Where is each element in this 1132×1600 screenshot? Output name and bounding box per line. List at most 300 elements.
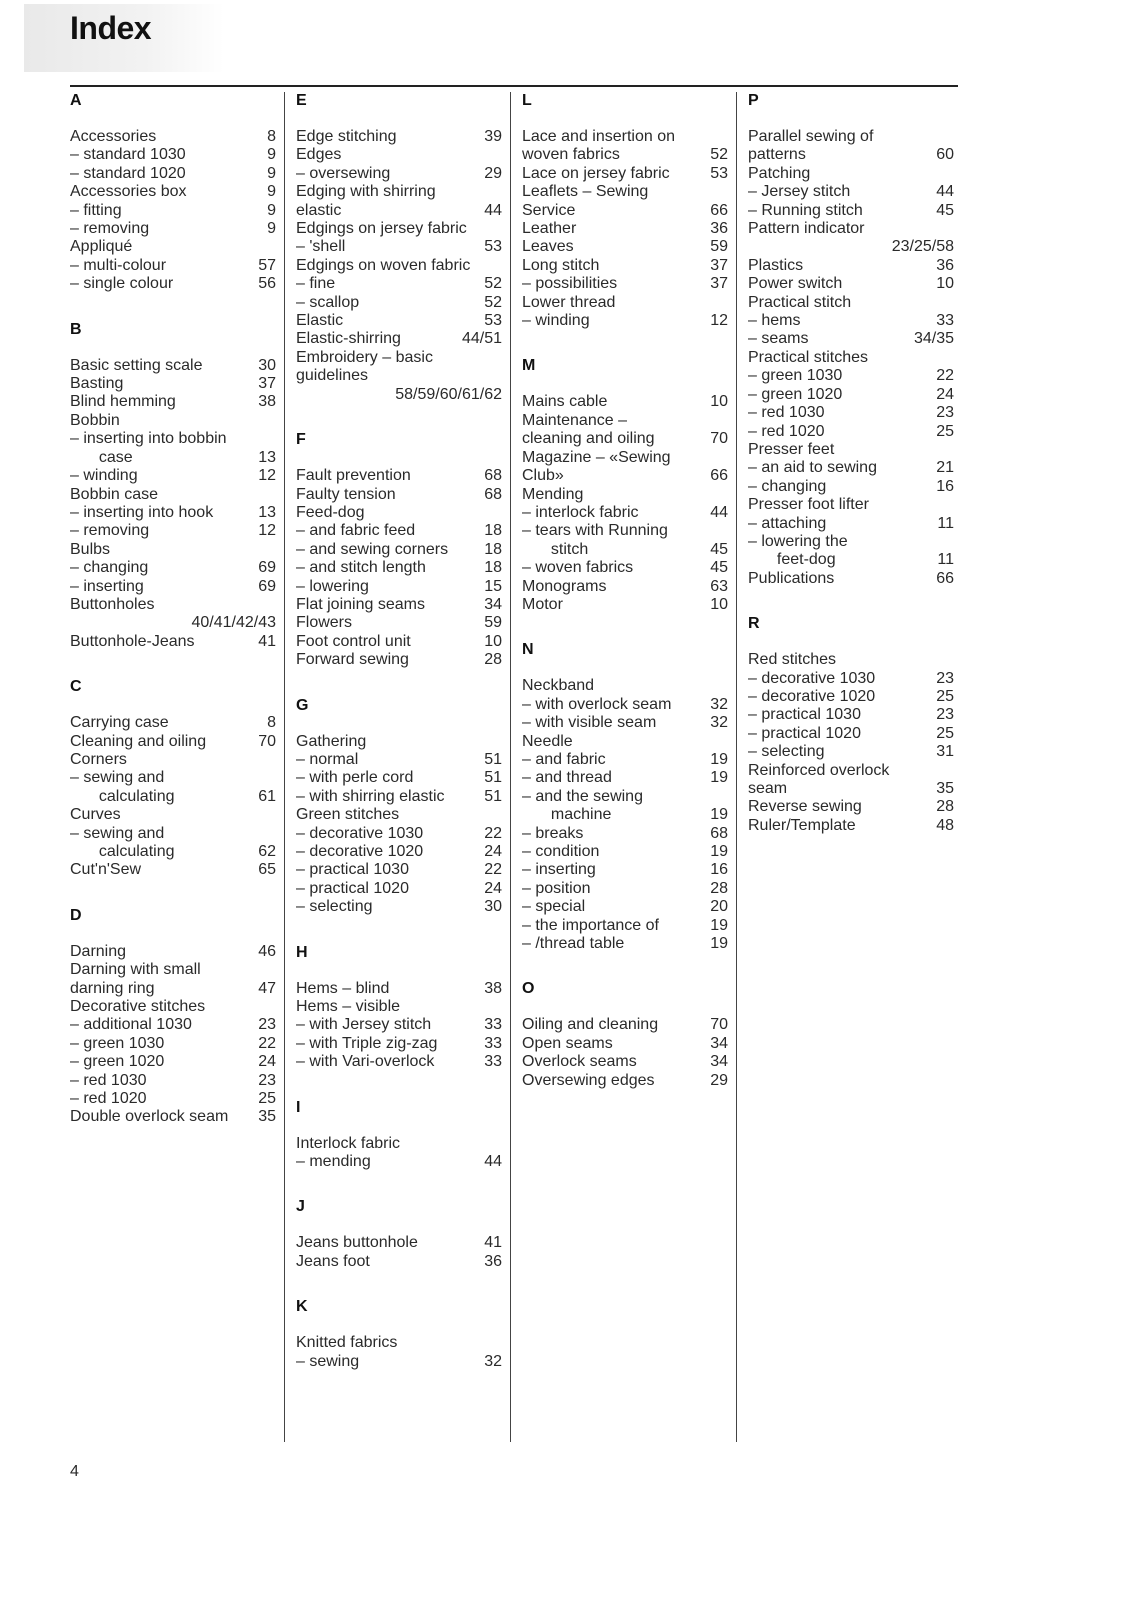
entry-pages: 8 (267, 128, 276, 145)
index-entry (296, 769, 502, 787)
entry-term: – with overlock seam (522, 695, 672, 713)
section-letter: C (70, 678, 82, 696)
entry-pages: 53 (484, 238, 502, 256)
entry-term: Elastic (296, 312, 344, 330)
entry-pages: 23/25/58 (891, 238, 954, 256)
index-entry (70, 522, 276, 540)
entry-term: Needle (522, 732, 573, 750)
entry-pages: 18 (484, 540, 502, 558)
index-entry (70, 220, 276, 238)
index-section (70, 678, 276, 880)
entry-term: – additional 1030 (70, 1016, 192, 1034)
index-entry (296, 998, 502, 1016)
entry-term: Edging with shirring elastic (296, 183, 436, 219)
entry-pages: 10 (936, 275, 954, 293)
entry-term: – and sewing corners (296, 540, 449, 558)
index-entry (748, 651, 954, 669)
entry-pages: 46 (258, 942, 276, 960)
entry-term: – green 1030 (748, 367, 843, 385)
index-section (70, 907, 276, 1127)
index-entry (748, 688, 954, 706)
entry-term: Basic setting scale (70, 356, 203, 374)
entry-term: – possibilities (522, 275, 618, 293)
index-entry (296, 788, 502, 806)
entry-pages: 24 (484, 879, 502, 897)
entry-term: Buttonhole-Jeans (70, 632, 195, 650)
entry-term: Buttonholes (70, 595, 155, 613)
index-entry (70, 1108, 276, 1126)
index-entry (296, 541, 502, 559)
index-entry (70, 769, 276, 806)
index-entry (296, 294, 502, 312)
entry-term: – winding (522, 312, 590, 330)
entry-pages: 68 (484, 467, 502, 485)
entry-pages: 68 (710, 824, 728, 842)
entry-term: Blind hemming (70, 393, 176, 411)
index-entry (522, 880, 728, 898)
index-entry (296, 614, 502, 632)
index-entry (522, 825, 728, 843)
index-section (70, 92, 276, 294)
index-entry (296, 238, 502, 256)
entry-term: Magazine – «Sewing Club» (522, 448, 671, 485)
entry-term: Elastic-shirring (296, 330, 401, 348)
index-entry (70, 1072, 276, 1090)
entry-term: – decorative 1030 (296, 824, 424, 842)
index-entry (70, 504, 276, 522)
entry-term: Gathering (296, 732, 367, 750)
entry-term: Appliqué (70, 238, 133, 256)
index-entry (70, 165, 276, 183)
entry-term: Flowers (296, 614, 353, 632)
entry-pages: 44 (710, 503, 728, 521)
entry-pages: 66 (936, 569, 954, 587)
index-entry (748, 496, 954, 514)
entry-pages: 30 (258, 356, 276, 374)
index-entry (296, 220, 502, 238)
entry-term: – removing (70, 220, 150, 238)
entry-pages: 65 (258, 861, 276, 879)
entry-term: Oversewing edges (522, 1071, 655, 1089)
section-letter: R (748, 615, 760, 633)
entry-pages: 24 (484, 843, 502, 860)
entry-term: – attaching (748, 514, 827, 532)
index-section (748, 615, 954, 835)
entry-pages: 30 (484, 898, 502, 916)
entry-term: Publications (748, 569, 835, 587)
entry-pages: 23 (936, 669, 954, 687)
entry-term: – multi-colour (70, 256, 167, 274)
index-entry (522, 238, 728, 256)
entry-pages: 53 (484, 312, 502, 330)
entry-term: – 'shell (296, 238, 346, 256)
entry-term: – an aid to sewing (748, 459, 877, 477)
index-entry (522, 275, 728, 293)
entry-pages: 39 (484, 128, 502, 145)
index-entry (70, 375, 276, 393)
index-entry (522, 596, 728, 614)
entry-pages: 16 (936, 477, 954, 495)
index-entry (522, 898, 728, 916)
index-entry (296, 1153, 502, 1171)
entry-term: – lowering (296, 577, 369, 595)
entry-term: – red 1020 (748, 422, 825, 440)
index-entry (748, 183, 954, 201)
entry-pages: 52 (484, 293, 502, 311)
entry-term: Curves (70, 806, 121, 824)
index-entry (70, 861, 276, 879)
entry-term: Hems – visible (296, 998, 401, 1016)
index-column (522, 92, 728, 1117)
index-entry (70, 714, 276, 732)
entry-term: Corners (70, 750, 127, 768)
index-entry (70, 998, 276, 1016)
entry-term: – the importance of (522, 916, 659, 934)
index-entry (70, 733, 276, 751)
index-entry (748, 257, 954, 275)
entry-pages: 10 (710, 595, 728, 613)
entry-term: – scallop (296, 293, 360, 311)
entry-pages: 57 (258, 256, 276, 274)
entry-term: Jeans buttonhole (296, 1234, 418, 1252)
entry-term: Edgings on jersey fabric (296, 220, 467, 238)
entry-pages: 35 (936, 780, 954, 797)
entry-term: Reinforced overlock seam (748, 761, 890, 797)
entry-pages: 34 (710, 1034, 728, 1052)
index-entry (748, 670, 954, 688)
entry-term: Fault prevention (296, 467, 411, 485)
entry-pages: 10 (710, 393, 728, 411)
entry-term: – seams (748, 330, 809, 348)
entry-term: Reverse sewing (748, 798, 862, 816)
entry-term: – and stitch length (296, 559, 426, 577)
entry-term: Lace on jersey fabric (522, 164, 670, 182)
entry-pages: 44 (936, 183, 954, 201)
index-entry (522, 788, 728, 825)
entry-term: Interlock fabric (296, 1134, 401, 1152)
index-entry (748, 533, 954, 570)
index-entry (296, 1334, 502, 1352)
entry-pages: 10 (484, 632, 502, 650)
entry-term: Green stitches (296, 806, 400, 824)
entry-pages: 37 (710, 275, 728, 293)
index-entry (296, 1135, 502, 1153)
index-entry (70, 1090, 276, 1108)
index-entry (70, 1053, 276, 1071)
entry-pages: 23 (936, 404, 954, 422)
entry-pages: 12 (710, 312, 728, 330)
index-entry (296, 980, 502, 998)
column-divider (284, 92, 285, 1442)
entry-term: – with perle cord (296, 769, 414, 787)
index-entry (522, 751, 728, 769)
entry-pages: 52 (484, 275, 502, 293)
section-letter: O (522, 980, 535, 998)
index-entry (296, 1234, 502, 1252)
entry-term: – decorative 1030 (748, 669, 876, 687)
entry-term: – with Triple zig-zag (296, 1034, 438, 1052)
entry-term: Maintenance – cleaning and oiling (522, 411, 655, 448)
entry-term: – normal (296, 750, 359, 768)
entry-pages: 13 (258, 503, 276, 521)
index-entry (748, 423, 954, 441)
entry-term: Leaflets – Sewing Service (522, 183, 649, 219)
entry-term: Practical stitches (748, 348, 869, 366)
section-letter: A (70, 92, 82, 109)
entry-pages: 32 (710, 695, 728, 713)
index-entry (70, 257, 276, 275)
entry-pages: 70 (710, 430, 728, 448)
index-entry (522, 128, 728, 165)
entry-term: – fitting (70, 201, 122, 219)
entry-term: Overlock seams (522, 1053, 637, 1071)
index-entry (522, 1016, 728, 1034)
index-entry (296, 183, 502, 220)
entry-pages: 12 (258, 522, 276, 540)
entry-pages: 62 (258, 843, 276, 860)
entry-pages: 24 (936, 385, 954, 403)
entry-term: – interlock fabric (522, 503, 639, 521)
entry-pages: 58/59/60/61/62 (395, 385, 502, 403)
entry-pages: 37 (710, 256, 728, 274)
entry-pages: 40/41/42/43 (191, 614, 276, 632)
index-entry (748, 459, 954, 477)
index-entry (522, 861, 728, 879)
entry-term: Neckband (522, 677, 595, 695)
entry-term: – winding (70, 467, 138, 485)
index-entry (296, 1035, 502, 1053)
index-entry (296, 843, 502, 861)
entry-pages: 32 (484, 1352, 502, 1370)
index-column (296, 92, 502, 1398)
entry-term: – practical 1030 (296, 861, 409, 879)
index-entry (748, 330, 954, 348)
entry-term: Open seams (522, 1034, 613, 1052)
entry-pages: 31 (936, 743, 954, 761)
entry-pages: 28 (484, 651, 502, 669)
index-entry (70, 559, 276, 577)
index-entry (522, 449, 728, 486)
index-entry (748, 404, 954, 422)
entry-term: – inserting (70, 577, 144, 595)
index-entry (748, 386, 954, 404)
index-entry (522, 714, 728, 732)
entry-term: – hems (748, 312, 801, 330)
index-entry (70, 1016, 276, 1034)
index-entry (522, 696, 728, 714)
index-entry (70, 146, 276, 164)
index-entry (522, 393, 728, 411)
entry-pages: 36 (936, 256, 954, 274)
entry-pages: 9 (267, 183, 276, 201)
index-entry (70, 578, 276, 596)
entry-term: – red 1030 (748, 404, 825, 422)
entry-term: – decorative 1020 (296, 843, 424, 860)
section-letter: F (296, 431, 306, 449)
index-entry (748, 762, 954, 799)
entry-term: Jeans foot (296, 1252, 370, 1270)
section-letter: P (748, 92, 759, 109)
entry-term: Bulbs (70, 540, 111, 558)
index-section (296, 697, 502, 917)
index-entry (522, 220, 728, 238)
entry-term: Mains cable (522, 393, 608, 411)
index-entry (296, 312, 502, 330)
entry-term: – inserting (522, 861, 596, 879)
index-entry (70, 943, 276, 961)
index-entry (748, 817, 954, 835)
section-letter: L (522, 92, 532, 109)
entry-pages: 9 (267, 164, 276, 182)
entry-term: Bobbin case (70, 485, 159, 503)
section-letter: E (296, 92, 307, 109)
entry-term: – single colour (70, 275, 174, 293)
entry-term: Plastics (748, 256, 804, 274)
entry-term: – sewing and calculating (70, 824, 175, 860)
entry-term: – green 1020 (70, 1053, 165, 1071)
entry-term: – red 1030 (70, 1071, 147, 1089)
index-entry (522, 257, 728, 275)
entry-term: Embroidery – basic guidelines (296, 348, 433, 385)
section-letter: I (296, 1098, 301, 1116)
index-entry (748, 275, 954, 293)
entry-pages: 36 (710, 220, 728, 238)
entry-term: – Jersey stitch (748, 183, 851, 201)
entry-pages: 19 (710, 935, 728, 953)
entry-pages: 38 (258, 393, 276, 411)
index-entry (296, 146, 502, 164)
index-entry (70, 596, 276, 614)
entry-pages: 63 (710, 577, 728, 595)
entry-term: Oiling and cleaning (522, 1016, 659, 1034)
index-entry (522, 412, 728, 449)
entry-term: Edges (296, 146, 342, 164)
index-entry (296, 825, 502, 843)
entry-pages: 69 (258, 577, 276, 595)
entry-pages: 19 (710, 843, 728, 860)
entry-term: Decorative stitches (70, 998, 206, 1016)
entry-term: Lower thread (522, 293, 616, 311)
entry-term: Double overlock seam (70, 1108, 229, 1126)
entry-term: Practical stitch (748, 293, 852, 311)
entry-pages: 41 (484, 1234, 502, 1252)
entry-pages: 44/51 (461, 330, 502, 348)
entry-pages: 60 (936, 146, 954, 164)
entry-term: Leaves (522, 238, 574, 256)
index-entry (748, 165, 954, 183)
index-entry (70, 614, 276, 632)
index-entry (748, 312, 954, 330)
entry-term: – sewing and calculating (70, 769, 175, 805)
entry-pages: 51 (484, 787, 502, 805)
index-entry (522, 1072, 728, 1090)
entry-term: – tears with Running stitch (522, 522, 668, 558)
index-entry (70, 825, 276, 862)
column-divider (736, 92, 737, 1442)
index-entry (70, 806, 276, 824)
index-entry (70, 128, 276, 146)
index-entry (522, 312, 728, 330)
entry-term: Cut'n'Sew (70, 861, 142, 879)
entry-term: – with shirring elastic (296, 787, 445, 805)
index-entry (522, 522, 728, 559)
entry-pages: 29 (484, 164, 502, 182)
index-entry (70, 751, 276, 769)
entry-term: – fine (296, 275, 336, 293)
entry-pages: 47 (258, 979, 276, 997)
entry-pages: 12 (258, 467, 276, 485)
index-section (522, 980, 728, 1090)
index-entry (748, 743, 954, 761)
entry-pages: 19 (710, 769, 728, 787)
index-entry (296, 504, 502, 522)
index-entry (70, 467, 276, 485)
index-entry (70, 183, 276, 201)
entry-pages: 25 (936, 687, 954, 705)
index-entry (748, 706, 954, 724)
entry-pages: 29 (710, 1071, 728, 1089)
index-entry (70, 633, 276, 651)
index-entry (522, 843, 728, 861)
index-entry (748, 367, 954, 385)
index-entry (748, 220, 954, 238)
index-entry (522, 559, 728, 577)
index-column (748, 92, 954, 862)
entry-pages: 45 (710, 559, 728, 577)
entry-pages: 32 (710, 714, 728, 732)
entry-term: Forward sewing (296, 651, 409, 669)
index-entry (296, 330, 502, 348)
entry-term: Presser foot lifter (748, 496, 869, 514)
entry-pages: 61 (258, 787, 276, 805)
index-section (70, 321, 276, 652)
section-letter: K (296, 1298, 308, 1316)
entry-term: – with visible seam (522, 714, 657, 732)
entry-term: Pattern indicator (748, 220, 865, 238)
index-entry (296, 596, 502, 614)
index-entry (748, 128, 954, 165)
index-entry (296, 257, 502, 275)
entry-term: – mending (296, 1153, 371, 1171)
entry-term: – and thread (522, 769, 612, 787)
entry-pages: 33 (484, 1016, 502, 1034)
index-section (522, 641, 728, 953)
entry-term: – green 1030 (70, 1034, 165, 1052)
entry-pages: 15 (484, 577, 502, 595)
entry-pages: 22 (258, 1034, 276, 1052)
entry-term: – inserting into bobbin case (70, 430, 227, 466)
index-entry (70, 238, 276, 256)
index-entry (296, 128, 502, 146)
entry-pages: 34 (710, 1053, 728, 1071)
entry-pages: 11 (937, 551, 954, 569)
entry-term: – red 1020 (70, 1090, 147, 1108)
entry-term: – changing (748, 477, 827, 495)
index-entry (70, 486, 276, 504)
index-entry (70, 1035, 276, 1053)
entry-term: – position (522, 879, 591, 897)
entry-pages: 70 (258, 732, 276, 750)
entry-term: Presser feet (748, 440, 835, 458)
entry-term: Accessories (70, 128, 157, 145)
index-entry (296, 578, 502, 596)
index-entry (748, 238, 954, 256)
index-entry (70, 275, 276, 293)
entry-pages: 33 (936, 312, 954, 330)
index-entry (522, 733, 728, 751)
index-entry (748, 515, 954, 533)
entry-term: – decorative 1020 (748, 687, 876, 705)
